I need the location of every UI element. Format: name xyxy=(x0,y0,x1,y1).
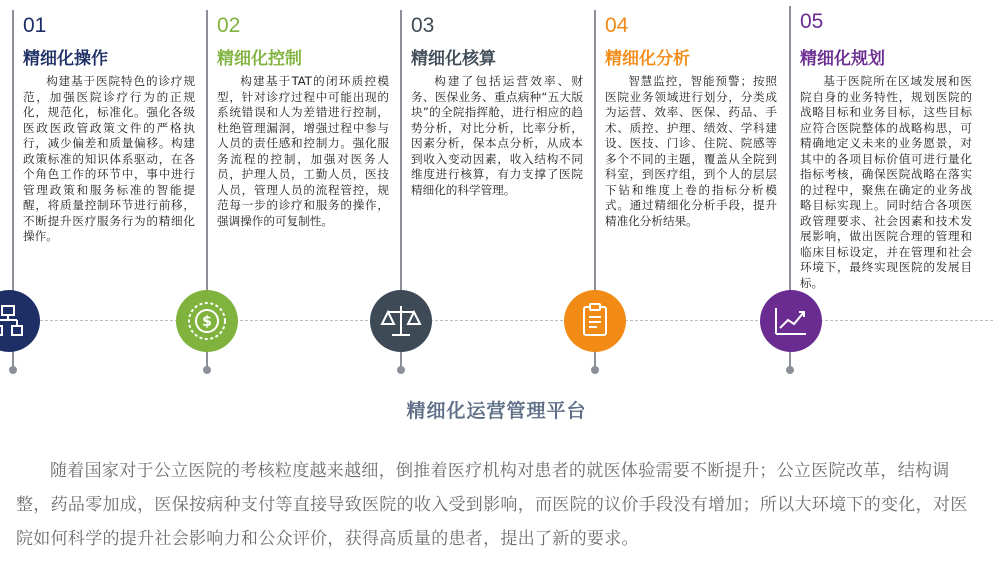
step-title: 精细化操作 xyxy=(23,49,108,69)
timeline-dot xyxy=(786,366,794,374)
clipboard-icon xyxy=(564,290,626,352)
timeline-dot xyxy=(397,366,405,374)
step-number: 03 xyxy=(411,14,435,37)
timeline-dot xyxy=(9,366,17,374)
chart-growth-icon xyxy=(760,290,822,352)
svg-text:$: $ xyxy=(202,314,212,330)
intro-paragraph: 随着国家对于公立医院的考核粒度越来越细，倒推着医疗机构对患者的就医体验需要不断提升；公立医院改革，结构调整，药品零加成，医保按病种支付等直接导致医院的收入受到影响，而医院的议价手段没有增加；所以大环境下的变化，对医院如何科学的提升社会影响力和公众评价，获得高质量的患者，提出了新的要求。 xyxy=(16,461,968,549)
timeline-axis xyxy=(0,320,993,321)
timeline-dot xyxy=(591,366,599,374)
step-title: 精细化分析 xyxy=(605,49,690,69)
step-title: 精细化控制 xyxy=(217,49,302,69)
step-description: 智慧监控，智能预警；按照医院业务领域进行划分，分类成为运营、效率、医保、药品、手术、质控、护理、绩效、学科建设、医技、门诊、住院、院感等多个不同的主题，覆盖从全院到科室，到医疗组，到个人的层层下钻和维度上卷的指标分析模式。通过精细化分析手段，提升精准化分析结果。 xyxy=(605,74,777,228)
platform-title: 精细化运营管理平台 xyxy=(406,400,587,422)
step-description: 基于医院所在区域发展和医院自身的业务特性，规划医院的战略目标和业务目标，这些目标应符合医院整体的战略构思，可精确地定义未来的业务愿景，对其中的各项目标价值可进行量化指标考核，确保医院战略在落实的过程中，聚焦在确定的业务战略目标实现上。同时结合各项医政管理要求、社会因素和技术发展影响，做出医院合理的管理和临床目标设定，并在管理和社会环境下，最终实现医院的发展目标。 xyxy=(800,74,972,290)
step-number: 02 xyxy=(217,14,241,37)
step-number: 05 xyxy=(800,10,824,33)
step-title: 精细化规划 xyxy=(800,49,885,69)
step-number: 01 xyxy=(23,14,47,37)
flowchart-icon xyxy=(0,290,40,352)
step-title: 精细化核算 xyxy=(411,49,496,69)
scale-icon xyxy=(370,290,432,352)
step-description: 构建了包括运营效率、财务、医保业务、重点病种“五大版块”的全院指挥舱，进行相应的趋势分析，对比分析，比率分析，因素分析，保本点分析，从成本到收入变动因素，收入结构不同维度进行核算，有力支撑了医院精细化的科学管理。 xyxy=(411,74,583,197)
step-description: 构建基于医院特色的诊疗规范，加强医院诊疗行为的正规化，规范化，标准化。强化各级医政医政管政策文件的严格执行，减少偏差和质量偏移。构建政策标准的知识体系驱动，在各个角色工作的环节中，事中进行管理政策和服务标准的智能提醒，将质量控制环节进行前移，不断提升医疗服务行为的精细化操作。 xyxy=(23,74,195,243)
coin-icon xyxy=(176,290,238,352)
step-description: 构建基于TAT的闭环质控模型，针对诊疗过程中可能出现的系统错误和人为差错进行控制，杜绝管理漏洞，增强过程中参与人员的责任感和控制力。强化服务流程的控制，加强对医务人员，护理人员，工勤人员，医技人员，管理人员的流程管控，规范每一步的诊疗和服务的操作，强调操作的可复制性。 xyxy=(217,74,389,228)
timeline-dot xyxy=(203,366,211,374)
step-number: 04 xyxy=(605,14,629,37)
